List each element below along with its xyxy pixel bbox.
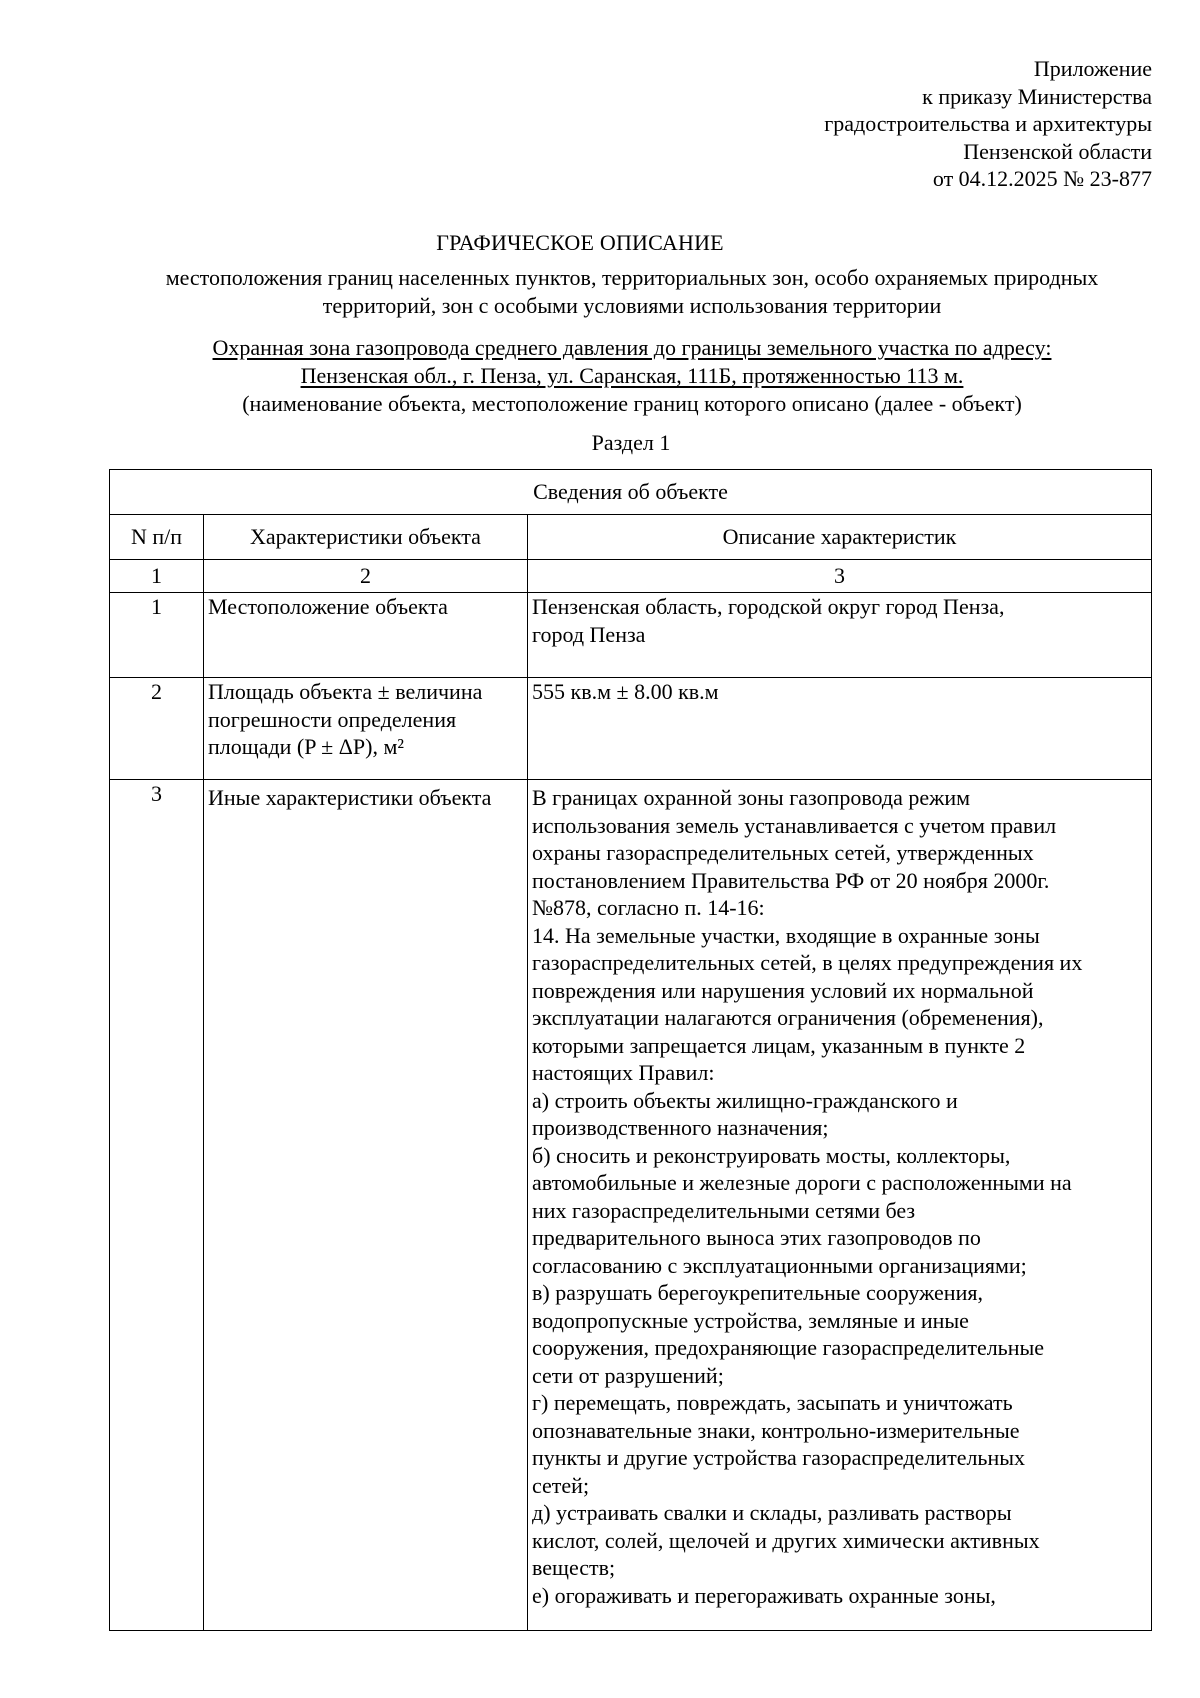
appendix-line: Пензенской области [963,138,1152,164]
description-line: сооружения, предохраняющие газораспределительные [532,1335,1045,1360]
row-description [528,678,1152,780]
document-subtitle [100,264,1164,320]
column-number: 1 [110,560,204,593]
description-line: газораспределительных сетей, в целях предупреждения их [532,950,1083,975]
description-line: согласованию с эксплуатационными организациями; [532,1252,1027,1278]
row-characteristic [204,678,528,780]
table-header-row [110,515,1152,560]
document-title: ГРАФИЧЕСКОЕ ОПИСАНИЕ [436,230,724,255]
table-row [110,678,1152,780]
subtitle-line: территорий, зон с особыми условиями использования территории [322,293,942,318]
description-line: опознавательные знаки, контрольно-измерительные [532,1417,1020,1443]
object-name-line: Охранная зона газопровода среднего давления до границы земельного участка по адресу: [212,335,1052,360]
description-line: е) огораживать и перегораживать охранные зоны, [532,1582,996,1608]
subtitle-line: местоположения границ населенных пунктов, территориальных зон, особо охраняемых природных [165,265,1099,290]
description-line: водопропускные устройства, земляные и иные [532,1307,969,1333]
table-row [110,780,1152,1631]
row-number: 1 [110,593,204,678]
description-line: производственного назначения; [532,1115,829,1140]
table-row [110,593,1152,678]
description-line: а) строить объекты жилищно-гражданского и [532,1087,958,1113]
description-line: эксплуатации налагаются ограничения (обременения), [532,1005,1044,1030]
section-label: Раздел 1 [591,430,671,455]
description-line: в) разрушать берегоукрепительные сооружения, [532,1280,983,1305]
header-num: N п/п [110,515,204,560]
object-info-table [109,469,1152,1631]
description-line: пункты и другие устройства газораспределительных [532,1445,1026,1470]
description-line: сетей; [532,1472,590,1498]
characteristic-line: Иные характеристики объекта [208,785,492,810]
appendix-block [552,55,1152,193]
appendix-line: градостроительства и архитектуры [824,111,1152,136]
description-line: настоящих Правил: [532,1060,715,1085]
object-caption: (наименование объекта, местоположение границ которого описано (далее - объект) [242,391,1022,416]
description-line: охраны газораспределительных сетей, утвержденных [532,840,1034,865]
row-number: 3 [110,780,204,1631]
appendix-line: Приложение [1033,56,1152,81]
description-line: сети от разрушений; [532,1362,724,1388]
row-characteristic: Местоположение объекта [204,593,528,678]
description-line: кислот, солей, щелочей и других химически активных [532,1527,1040,1553]
row-description [528,593,1152,678]
table-caption-row [110,470,1152,515]
column-number: 3 [528,560,1152,593]
table-caption: Сведения об объекте [110,470,1152,515]
description-line: них газораспределительными сетями без [532,1197,916,1223]
description-line: город Пенза [532,621,646,647]
appendix-line: к приказу Министерства [922,83,1152,109]
characteristic-line: Площадь объекта ± величина [208,679,483,704]
description-line: 555 кв.м ± 8.00 кв.м [532,679,719,704]
description-line: повреждения или нарушения условий их нормальной [532,977,1034,1003]
column-number-row [110,560,1152,593]
header-characteristic: Характеристики объекта [204,515,528,560]
row-description [528,780,1152,1631]
object-name-line: Пензенская обл., г. Пенза, ул. Саранская, 111Б, протяженностью 113 м. [300,363,964,388]
appendix-line: от 04.12.2025 № 23-877 [932,166,1152,191]
row-characteristic [204,780,528,1631]
description-line: автомобильные и железные дороги с расположенными на [532,1170,1072,1195]
characteristic-line: площади (P ± ΔP), м² [208,734,404,759]
characteristic-line: погрешности определения [208,706,457,732]
description-line: №878, согласно п. 14-16: [532,895,765,920]
description-line: б) сносить и реконструировать мосты, коллекторы, [532,1142,1011,1168]
description-line: использования земель устанавливается с учетом правил [532,812,1057,838]
row-number: 2 [110,678,204,780]
description-line: 14. На земельные участки, входящие в охранные зоны [532,922,1040,948]
description-line: В границах охранной зоны газопровода режим [532,785,971,810]
description-line: Пензенская область, городской округ город Пенза, [532,594,1005,619]
description-line: постановлением Правительства РФ от 20 ноября 2000г. [532,867,1050,893]
description-line: предварительного выноса этих газопроводов по [532,1225,981,1250]
description-line: г) перемещать, повреждать, засыпать и уничтожать [532,1390,1013,1415]
column-number: 2 [204,560,528,593]
header-description: Описание характеристик [528,515,1152,560]
object-name-block [100,334,1164,418]
description-line: веществ; [532,1555,616,1580]
description-line: д) устраивать свалки и склады, разливать растворы [532,1500,1012,1525]
description-line: которыми запрещается лицам, указанным в пункте 2 [532,1032,1026,1058]
